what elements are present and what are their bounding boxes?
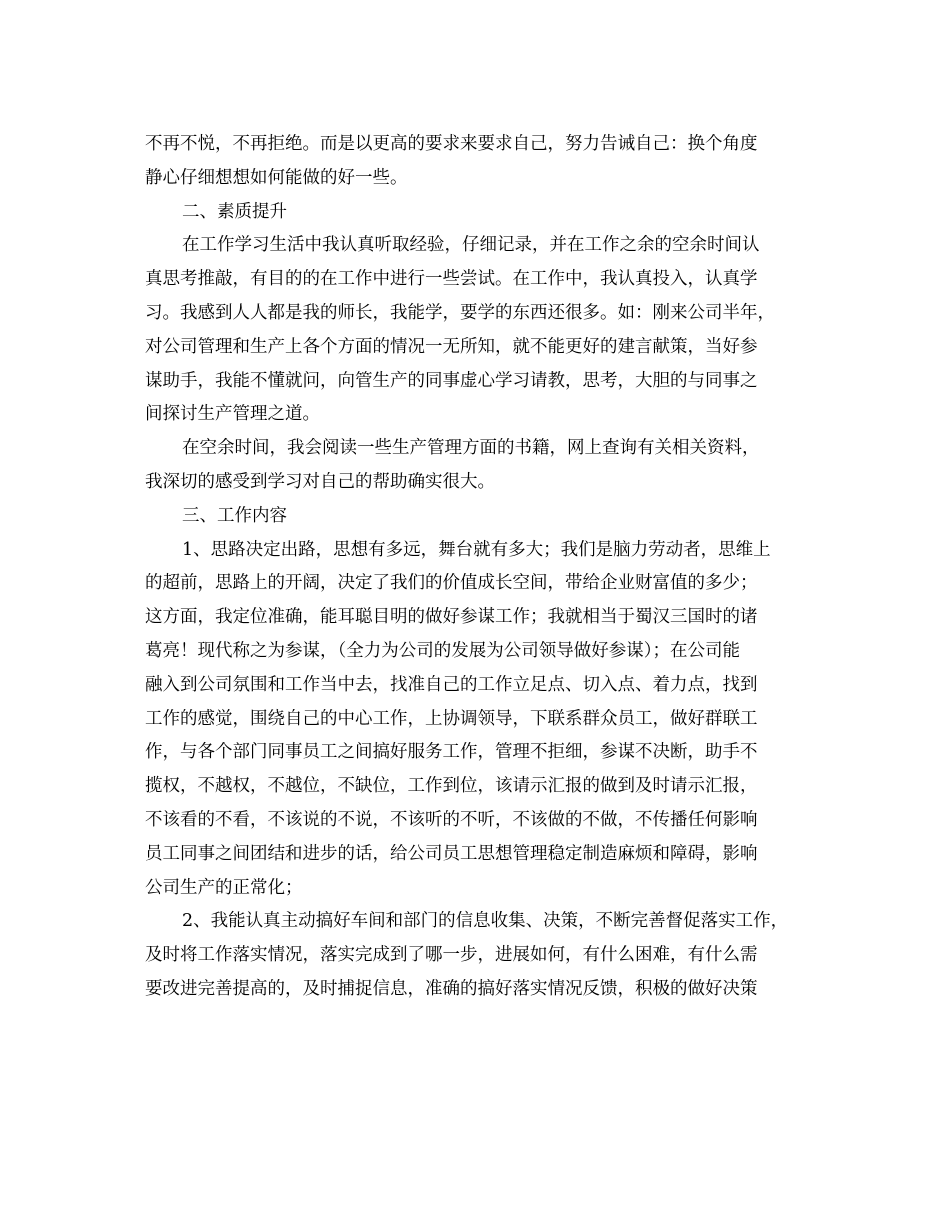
text-line: 要改进完善提高的，及时捕捉信息，准确的搞好落实情况反馈，积极的做好决策: [145, 978, 758, 999]
text-line: 葛亮！现代称之为参谋，（全力为公司的发展为公司领导做好参谋）；在公司能: [145, 640, 740, 661]
document-body: [145, 128, 825, 1007]
text-line: 三、工作内容: [182, 505, 287, 526]
text-line: 在工作学习生活中我认真听取经验，仔细记录，并在工作之余的空余时间认: [182, 235, 760, 256]
text-line: 揽权，不越权，不越位，不缺位，工作到位，该请示汇报的做到及时请示汇报，: [145, 776, 758, 797]
text-line: 我深切的感受到学习对自己的帮助确实很大。: [145, 471, 495, 492]
text-line: 作，与各个部门同事员工之间搞好服务工作，管理不拒细，参谋不决断，助手不: [145, 742, 758, 763]
text-line: 融入到公司氛围和工作当中去，找准自己的工作立足点、切入点、着力点，找到: [145, 674, 758, 695]
text-line: 工作的感觉，围绕自己的中心工作，上协调领导，下联系群众员工，做好群联工: [145, 708, 758, 729]
text-line: 这方面，我定位准确，能耳聪目明的做好参谋工作；我就相当于蜀汉三国时的诸: [145, 607, 758, 628]
text-line: 公司生产的正常化；: [145, 877, 303, 898]
text-line: 真思考推敲，有目的的在工作中进行一些尝试。在工作中，我认真投入，认真学: [145, 269, 758, 290]
text-line: 间探讨生产管理之道。: [145, 404, 320, 425]
text-line: 对公司管理和生产上各个方面的情况一无所知，就不能更好的建言献策，当好参: [145, 336, 758, 357]
text-line: 二、素质提升: [182, 201, 287, 222]
text-line: 的超前，思路上的开阔，决定了我们的价值成长空间，带给企业财富值的多少；: [145, 573, 758, 594]
text-line: 员工同事之间团结和进步的话，给公司员工思想管理稳定制造麻烦和障碍，影响: [145, 843, 758, 864]
text-line: 2、我能认真主动搞好车间和部门的信息收集、决策，不断完善督促落实工作，: [182, 911, 789, 932]
text-line: 静心仔细想想如何能做的好一些。: [145, 167, 408, 188]
text-line: 在空余时间，我会阅读一些生产管理方面的书籍，网上查询有关相关资料，: [182, 438, 760, 459]
text-line: 不再不悦，不再拒绝。而是以更高的要求来要求自己，努力告诫自己：换个角度: [145, 134, 758, 154]
text-line: 习。我感到人人都是我的师长，我能学，要学的东西还很多。如：刚来公司半年，: [145, 302, 775, 323]
text-line: 谋助手，我能不懂就问，向管生产的同事虚心学习请教，思考，大胆的与同事之: [145, 370, 758, 391]
text-line: 及时将工作落实情况，落实完成到了哪一步，进展如何，有什么困难，有什么需: [145, 945, 758, 966]
text-line: 不该看的不看，不该说的不说，不该听的不听，不该做的不做，不传播任何影响: [145, 809, 758, 830]
text-line: 1、思路决定出路，思想有多远，舞台就有多大；我们是脑力劳动者，思维上: [182, 539, 771, 560]
